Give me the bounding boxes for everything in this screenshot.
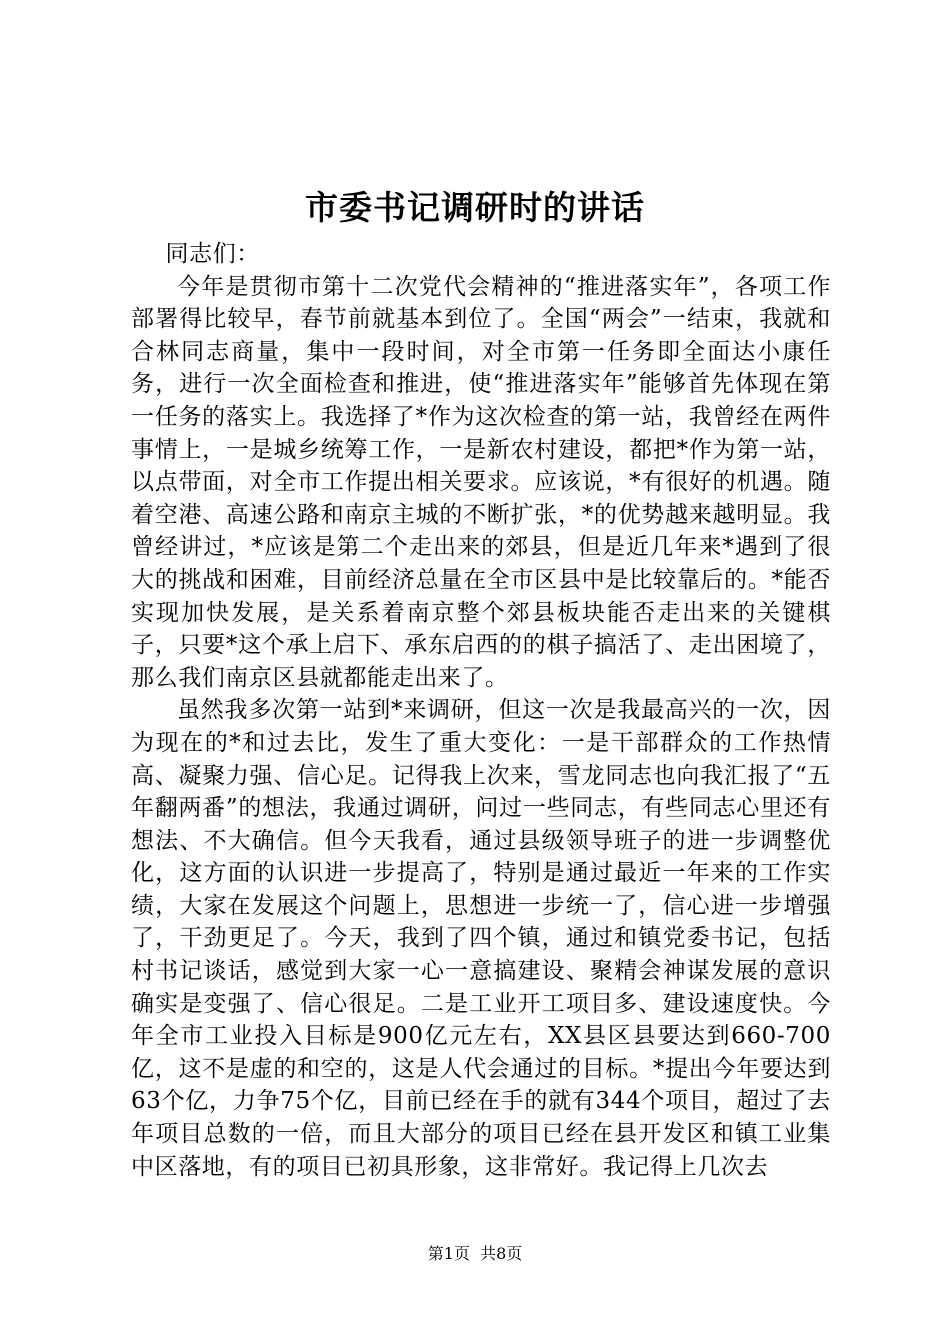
paragraph-2: 虽然我多次第一站到*来调研，但这一次是我最高兴的一次，因为现在的*和过去比，发生了重大变化：一是干部群众的工作热情高、凝聚力强、信心足。记得我上次来，雪龙同志也向我汇报了“五年翻两番”的想法，我通过调研，问过一些同志，有些同志心里还有想法、不大确信。但今天我看，通过县级领导班子的进一步调整优化，这方面的认识进一步提高了，特别是通过最近一年来的工作实绩，大家在发展这个问题上，思想进一步统一了，信心进一步增强了，干劲更足了。今天，我到了四个镇，通过和镇党委书记，包括村书记谈话，感觉到大家一心一意搞建设、聚精会神谋发展的意识确实是变强了、信心很足。二是工业开工项目多、建设速度快。今年全市工业投入目标是900亿元左右，XX县区县要达到660-700亿，这不是虚的和空的，这是人代会通过的目标。*提出今年要达到63个亿，力争75个亿，目前已经在手的就有344个项目，超过了去年项目总数的一倍，而且大部分的项目已经在县开发区和镇工业集中区落地，有的项目已初具形象，这非常好。我记得上几次去	[131, 697, 831, 1180]
document-body	[131, 238, 831, 1183]
paragraph-1: 今年是贯彻市第十二次党代会精神的“推进落实年”，各项工作部署得比较早，春节前就基本到位了。全国“两会”一结束，我就和合林同志商量，集中一段时间，对全市第一任务即全面达小康任务，进行一次全面检查和推进，使“推进落实年”能够首先体现在第一任务的落实上。我选择了*作为这次检查的第一站，我曾经在两件事情上，一是城乡统筹工作，一是新农村建设，都把*作为第一站，以点带面，对全市工作提出相关要求。应该说，*有很好的机遇。随着空港、高速公路和南京主城的不断扩张，*的优势越来越明显。我曾经讲过，*应该是第二个走出来的郊县，但是近几年来*遇到了很大的挑战和困难，目前经济总量在全市区县中是比较靠后的。*能否实现加快发展，是关系着南京整个郊县板块能否走出来的关键棋子，只要*这个承上启下、承东启西的的棋子搞活了、走出困境了，那么我们南京区县就都能走出来了。	[131, 273, 831, 691]
page-footer	[0, 1242, 950, 1266]
document-title: 市委书记调研时的讲话	[305, 188, 645, 227]
footer-spacer	[470, 1244, 480, 1263]
page-number: 第1页	[427, 1244, 470, 1263]
page-total: 共8页	[480, 1244, 523, 1263]
salutation: 同志们：	[165, 241, 260, 267]
